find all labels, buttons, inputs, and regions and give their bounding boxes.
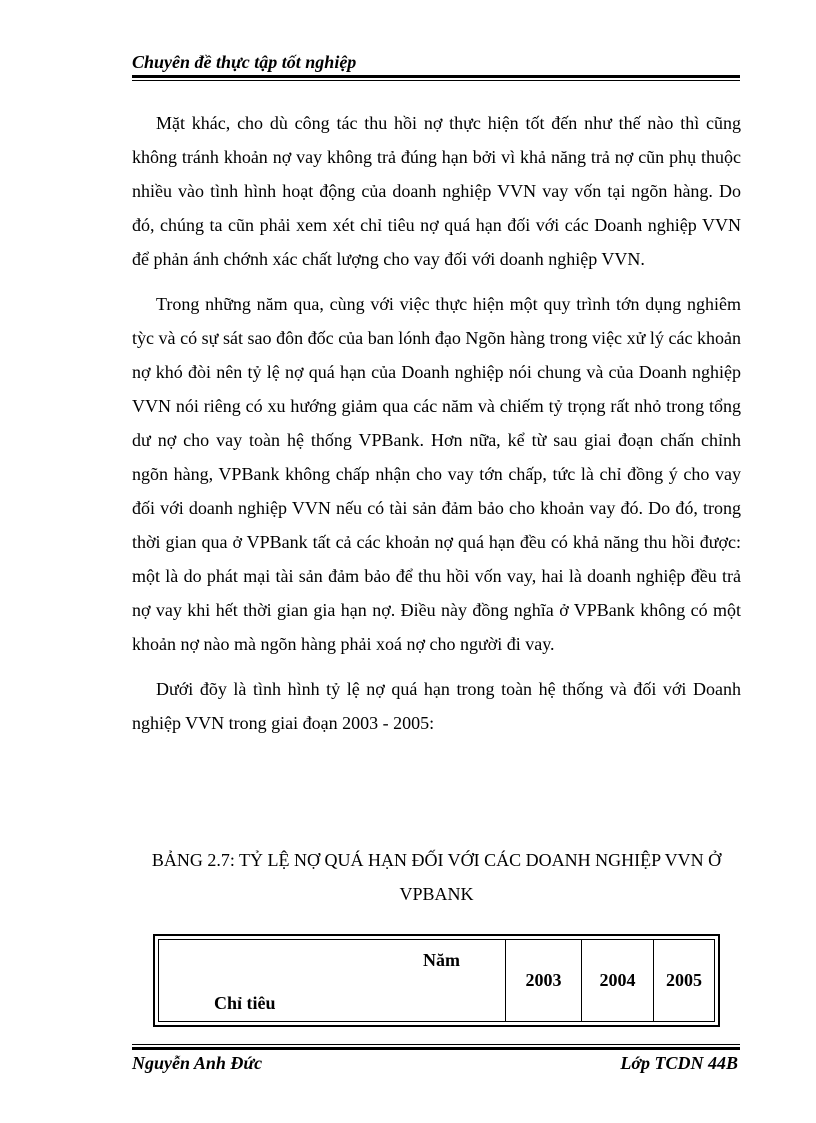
paragraph-3: Dưới đõy là tình hình tỷ lệ nợ quá hạn trong toàn hệ thống và đối với Doanh nghiệp VVN trong giai đoạn 2003 - 2005: xyxy=(132,679,741,733)
footer-author: Nguyễn Anh Đức xyxy=(132,1053,263,1073)
paragraph-1: Mặt khác, cho dù công tác thu hồi nợ thực hiện tốt đến như thế nào thì cũng không tránh khoản nợ vay không trả đúng hạn bởi vì khả năng trả nợ cũn phụ thuộc nhiều vào tình hình hoạt động của doanh nghiệp VVN vay vốn tại ngõn hàng. Do đó, chúng ta cũn phải xem xét chỉ tiêu nợ quá hạn đối với các Doanh nghiệp VVN để phản ánh chớnh xác chất lượng cho vay đối với doanh nghiệp VVN. xyxy=(132,113,741,269)
footer-rule-thick xyxy=(132,1047,740,1050)
header-rule-thick xyxy=(132,75,740,78)
table-corner-cell xyxy=(159,940,506,1021)
corner-label-year: Năm xyxy=(423,950,460,970)
corner-label-indicator: Chỉ tiêu xyxy=(214,993,276,1013)
data-table xyxy=(153,934,720,1027)
header-rule-thin xyxy=(132,80,740,81)
footer-class: Lớp TCDN 44B xyxy=(620,1053,738,1073)
header-year-2004: 2004 xyxy=(582,940,654,1021)
header-year-2005: 2005 xyxy=(666,970,702,990)
running-header-title: Chuyên đề thực tập tốt nghiệp xyxy=(132,52,357,72)
footer-rule-thin xyxy=(132,1044,740,1045)
header-year-2003: 2003 xyxy=(506,940,582,1021)
body-text xyxy=(132,106,741,751)
paragraph-2: Trong những năm qua, cùng với việc thực hiện một quy trình tớn dụng nghiêm tỳc và có sự sát sao đôn đốc của ban lónh đạo Ngõn hàng trong việc xử lý các khoản nợ khó đòi nên tỷ lệ nợ quá hạn của Doanh nghiệp nói chung và của Doanh nghiệp VVN nói riêng có xu hướng giảm qua các năm và chiếm tỷ trọng rất nhỏ trong tổng dư nợ cho vay toàn hệ thống VPBank. Hơn nữa, kể từ sau giai đoạn chấn chỉnh ngõn hàng, VPBank không chấp nhận cho vay tớn chấp, tức là chỉ đồng ý cho vay đối với doanh nghiệp VVN nếu có tài sản đảm bảo cho khoản vay đó. Do đó, trong thời gian qua ở VPBank tất cả các khoản nợ quá hạn đều có khả năng thu hồi được: một là do phát mại tài sản đảm bảo để thu hồi vốn vay, hai là doanh nghiệp đều trả nợ vay khi hết thời gian gia hạn nợ. Điều này đồng nghĩa ở VPBank không có một khoản nợ nào mà ngõn hàng phải xoá nợ cho người đi vay. xyxy=(132,294,741,654)
table-header-row xyxy=(158,939,715,1022)
table-title: BẢNG 2.7: TỶ LỆ NỢ QUÁ HẠN ĐỐI VỚI CÁC DOANH NGHIỆP VVN Ở VPBANK xyxy=(151,850,722,904)
